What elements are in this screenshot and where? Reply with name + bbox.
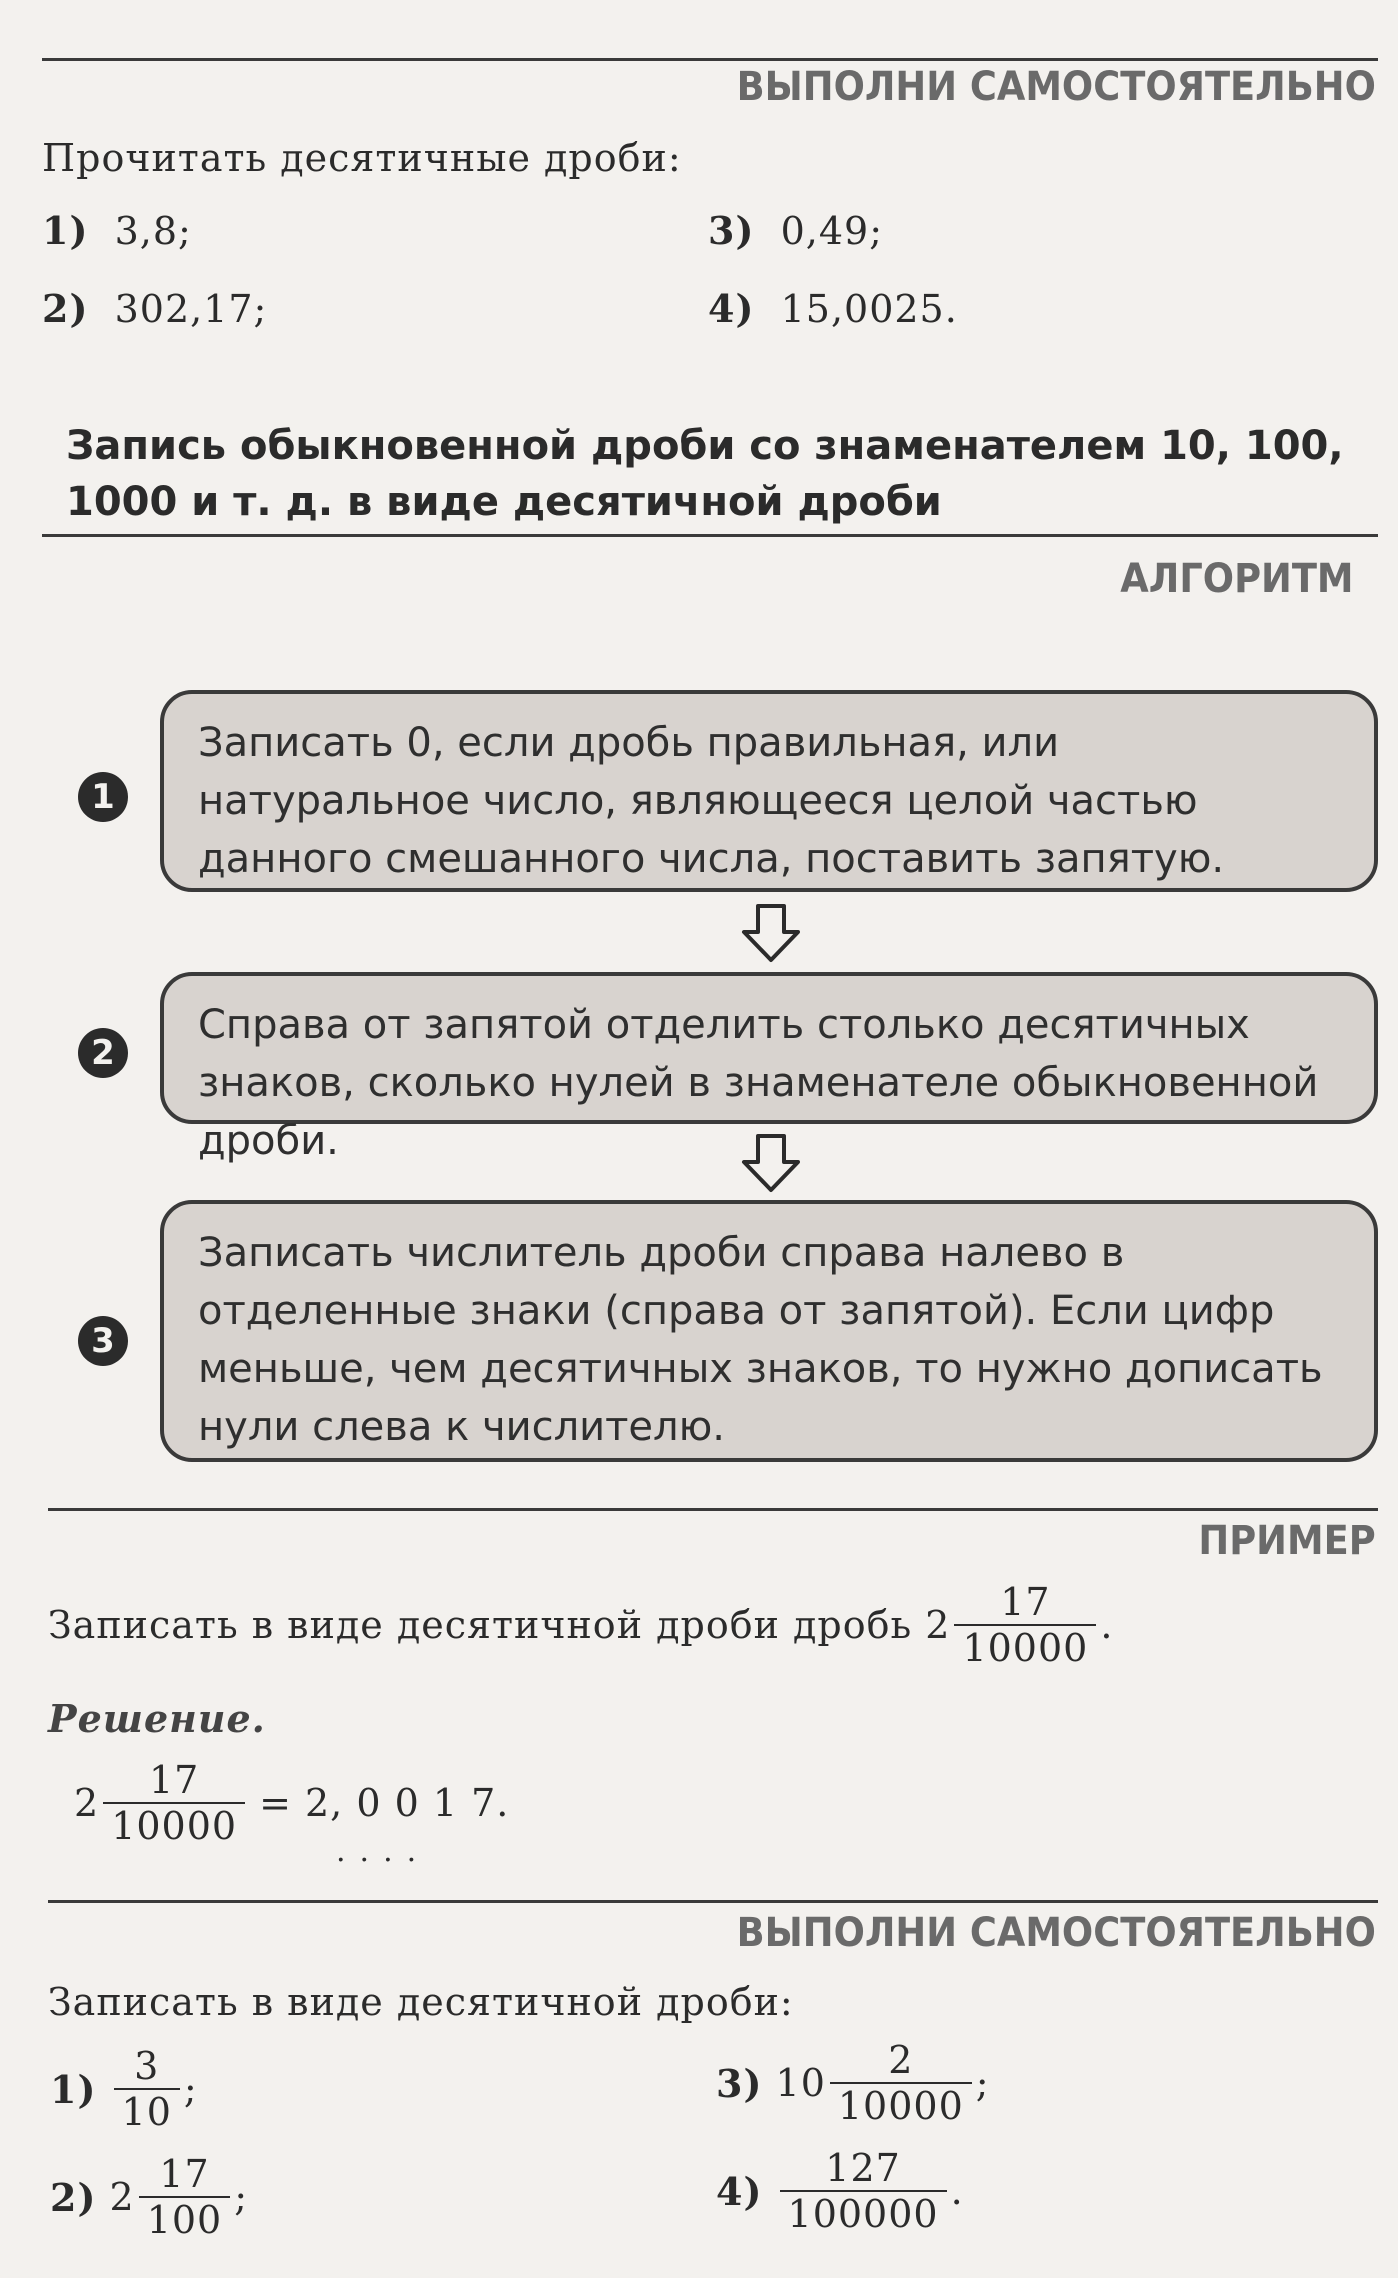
bottom-rule [48,1900,1378,1903]
task-fraction [954,1580,1096,1670]
heading-line-2: 1000 и т. д. в виде десятичной дроби [66,479,942,525]
item-fraction [830,2038,972,2128]
item-end: ; [234,2175,249,2219]
algorithm-step [160,1200,1378,1462]
fraction-denominator: 100 [139,2196,231,2242]
list-item [50,2044,198,2134]
example-rule [48,1508,1378,1511]
fraction-numerator: 17 [1000,1580,1051,1624]
section-heading [66,418,1344,530]
item-number: 4) [716,2168,763,2214]
section1-prompt: Прочитать десятичные дроби: [42,136,682,180]
item-end: . [950,2169,964,2213]
item-number: 3) [716,2060,763,2106]
item-number: 2) [42,286,89,331]
solution-label: Решение. [48,1696,266,1741]
heading-line-1: Запись обыкновенной дроби со знаменателем 10, 100, [66,423,1344,469]
list-item [708,286,958,331]
fraction-denominator: 10 [114,2088,180,2134]
item-whole: 2 [109,2175,135,2219]
list-item [708,208,883,253]
item-value: 302,17; [114,286,268,331]
task-whole: 2 [925,1603,951,1647]
section-tag-example: ПРИМЕР [1198,1518,1376,1564]
item-whole: 10 [775,2061,826,2105]
item-fraction [139,2152,231,2242]
algorithm-step [160,972,1378,1164]
item-fraction [114,2044,180,2134]
section-tag-algorithm: АЛГОРИТМ [1120,556,1354,602]
task-text: Записать в виде десятичной дроби дробь [48,1603,913,1647]
item-number: 4) [708,286,755,331]
algorithm-step [160,690,1378,892]
algorithm-rule [42,534,1378,537]
item-value: 3,8; [114,208,192,253]
item-number: 3) [708,208,755,253]
fraction-numerator: 2 [888,2038,914,2082]
list-item [716,2146,964,2236]
section-tag-self-work: ВЫПОЛНИ САМОСТОЯТЕЛЬНО [736,64,1376,110]
step-text: Записать числитель дроби справа налево в отделенные знаки (справа от запятой). Если цифр меньше, чем десятичных знаков, то нужно дописать нули слева к числителю. [198,1230,1323,1450]
arrow-down-icon [740,1132,802,1194]
fraction-numerator: 3 [134,2044,160,2088]
item-value: 15,0025. [780,286,958,331]
fraction-numerator: 127 [825,2146,901,2190]
list-item [716,2038,990,2128]
sol-whole: 2 [74,1781,100,1825]
fraction-denominator: 10000 [830,2082,972,2128]
list-item [42,208,192,253]
item-number: 1) [42,208,89,253]
item-value: 0,49; [780,208,884,253]
section3-prompt: Записать в виде десятичной дроби: [48,1980,794,2024]
item-number: 2) [50,2174,97,2220]
item-end: ; [975,2061,990,2105]
solution-expression [74,1758,509,1848]
solution-fraction [103,1758,245,1848]
decimal-place-dots: .... [336,1834,431,1869]
task-end: . [1100,1603,1114,1647]
step-badge: 2 [78,1028,128,1078]
list-item [42,286,267,331]
item-end: ; [183,2067,198,2111]
sol-result: = 2, 0 0 1 7. [259,1781,510,1825]
list-item [50,2152,248,2242]
fraction-denominator: 10000 [954,1624,1096,1670]
item-number: 1) [50,2066,97,2112]
fraction-denominator: 10000 [103,1802,245,1848]
fraction-numerator: 17 [159,2152,210,2196]
step-text: Справа от запятой отделить столько десятичных знаков, сколько нулей в знаменателе обыкновенной дроби. [198,1002,1319,1164]
example-task [48,1580,1113,1670]
top-rule [42,58,1378,61]
step-text: Записать 0, если дробь правильная, или натуральное число, являющееся целой частью данного смешанного числа, поставить запятую. [198,720,1225,882]
step-badge: 1 [78,772,128,822]
item-fraction [780,2146,947,2236]
arrow-down-icon [740,902,802,964]
step-badge: 3 [78,1316,128,1366]
section-tag-self-work: ВЫПОЛНИ САМОСТОЯТЕЛЬНО [736,1910,1376,1956]
fraction-numerator: 17 [148,1758,200,1802]
fraction-denominator: 100000 [780,2190,947,2236]
